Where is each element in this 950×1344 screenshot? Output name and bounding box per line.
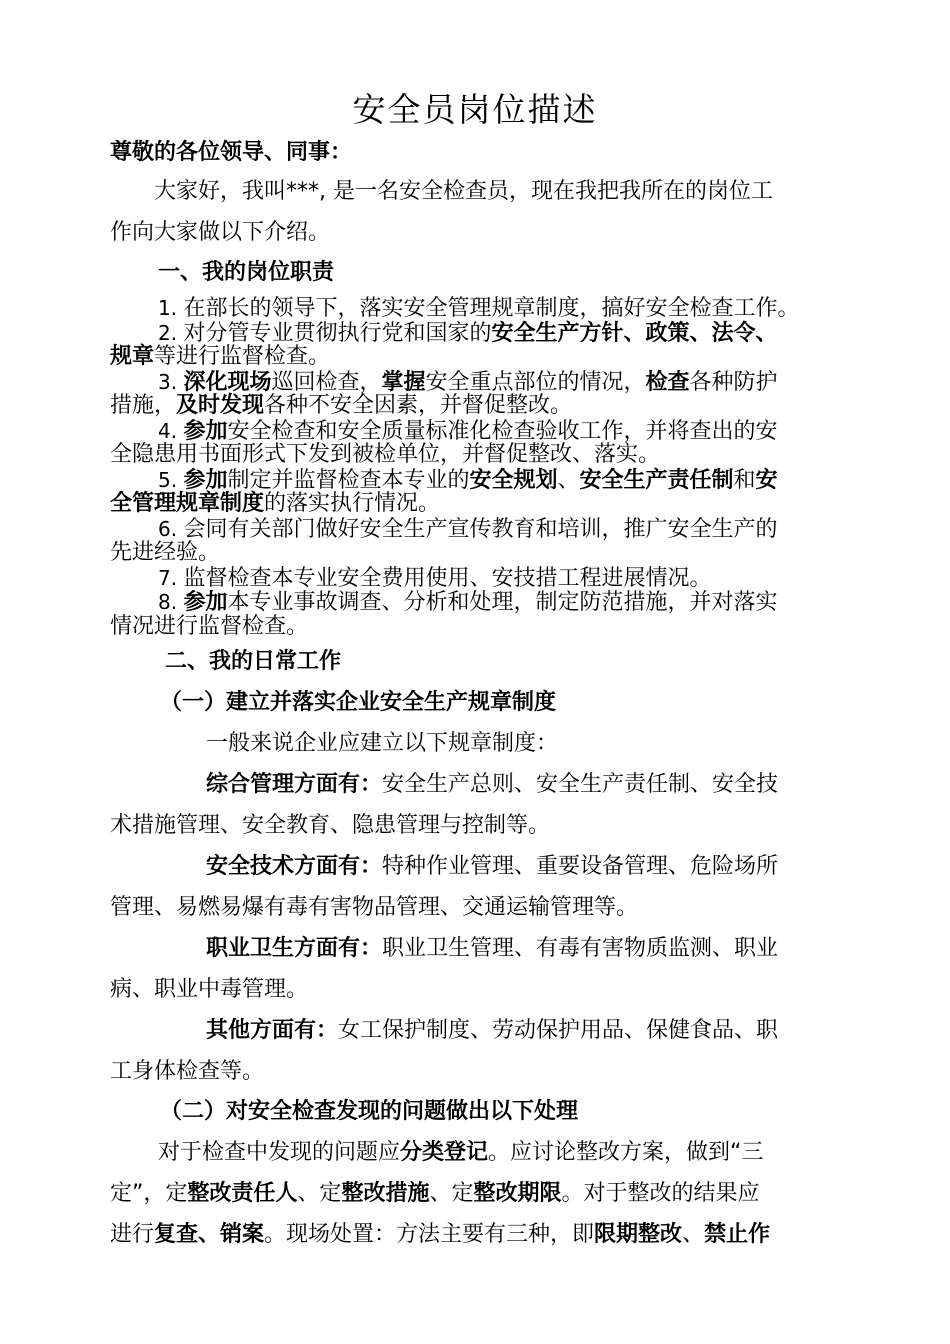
subsection2-heading: （二）对安全检查发现的问题做出以下处理 xyxy=(160,1099,579,1124)
text-run: 、定 xyxy=(297,1181,342,1206)
bold-text: 整改措施 xyxy=(341,1181,430,1206)
regulation-group-line xyxy=(206,764,778,805)
text-run: 会同有关部门做好安全生产宣传教育和培训，推广安全生产的 xyxy=(183,517,778,542)
text-run: 巡回检查， xyxy=(271,370,382,395)
text-run: 。应讨论整改方案，做到“三 xyxy=(488,1140,764,1165)
responsibility-line xyxy=(158,468,778,494)
responsibility-line xyxy=(110,615,308,640)
regulation-group-line xyxy=(206,846,778,887)
bold-text: 安全生产方针、政策、法令、 xyxy=(491,321,778,346)
regulation-group-text: 安全生产总则、安全生产责任制、安全技 xyxy=(382,772,779,797)
text-run: 本专业事故调查、分析和处理，制定防范措施，并对落实 xyxy=(227,590,778,615)
text-run: 措施， xyxy=(110,393,177,418)
intro-line-2: 作向大家做以下介绍。 xyxy=(110,220,331,245)
text-run: 、定 xyxy=(429,1181,474,1206)
regulation-group-text: 女工保护制度、劳动保护用品、保健食品、职 xyxy=(338,1018,779,1043)
text-run: 。对于整改的结果应 xyxy=(561,1181,760,1206)
item-number: 3. xyxy=(158,370,184,394)
responsibility-line xyxy=(158,296,799,322)
bold-text: 参加 xyxy=(183,468,228,493)
bold-text: 限期整改 xyxy=(594,1222,683,1247)
bold-text: 复查、销案 xyxy=(154,1222,265,1247)
text-run: 进行 xyxy=(110,1222,155,1247)
bold-text: 深化现场 xyxy=(183,370,272,395)
text-run: 制定并监督检查本专业的 xyxy=(227,468,470,493)
responsibility-line xyxy=(158,517,777,543)
bold-text: 规章 xyxy=(110,344,155,369)
bold-text: 整改期限 xyxy=(473,1181,562,1206)
item-number: 7. xyxy=(158,566,184,590)
text-run: 各种不安全因素，并督促整改。 xyxy=(264,393,573,418)
regulation-group-continuation: 术措施管理、安全教育、隐患管理与控制等。 xyxy=(110,813,551,838)
text-run: 安全检查和安全质量标准化检查验收工作，并将查出的安 xyxy=(227,419,778,444)
item-number: 8. xyxy=(158,590,184,614)
text-run: 、 xyxy=(557,468,580,493)
text-run: 对于检查中发现的问题应 xyxy=(158,1140,401,1165)
regulation-group-label: 职业卫生方面有： xyxy=(206,936,383,961)
responsibility-line xyxy=(158,590,777,616)
responsibility-line xyxy=(110,394,572,419)
paragraph-line xyxy=(110,1214,770,1255)
regulation-group-text: 职业卫生管理、有毒有害物质监测、职业 xyxy=(382,936,779,961)
text-run: 各种防护 xyxy=(689,370,778,395)
responsibility-line xyxy=(110,492,440,517)
item-number: 4. xyxy=(158,419,184,443)
item-number: 6. xyxy=(158,517,184,541)
regulation-group-continuation: 管理、易燃易爆有毒有害物品管理、交通运输管理等。 xyxy=(110,895,639,920)
regulation-group-label: 其他方面有： xyxy=(206,1018,339,1043)
subsection1-heading: （一）建立并落实企业安全生产规章制度 xyxy=(160,690,557,715)
text-run: 和 xyxy=(733,468,756,493)
text-run: 、 xyxy=(682,1222,705,1247)
regulation-group-line xyxy=(206,928,778,969)
bold-text: 禁止作 xyxy=(704,1222,771,1247)
item-number: 5. xyxy=(158,468,184,492)
text-run: 的落实执行情况。 xyxy=(264,491,441,516)
document-title: 安全员岗位描述 xyxy=(352,90,598,129)
bold-text: 检查 xyxy=(645,370,690,395)
responsibility-line xyxy=(158,419,777,445)
bold-text: 分类登记 xyxy=(400,1140,489,1165)
responsibility-line xyxy=(110,541,220,566)
item-number: 2. xyxy=(158,321,184,345)
bold-text: 安全规划 xyxy=(469,468,558,493)
paragraph-line xyxy=(110,1173,760,1214)
bold-text: 参加 xyxy=(183,590,228,615)
bold-text: 及时发现 xyxy=(176,393,265,418)
responsibility-line xyxy=(158,566,711,592)
responsibility-line xyxy=(110,443,660,468)
regulation-group-label: 安全技术方面有： xyxy=(206,854,383,879)
text-run: 情况进行监督检查。 xyxy=(110,614,309,639)
text-run: 等进行监督检查。 xyxy=(154,344,331,369)
greeting: 尊敬的各位领导、同事： xyxy=(110,140,353,165)
responsibility-line xyxy=(158,321,777,347)
regulation-group-label: 综合管理方面有： xyxy=(206,772,383,797)
regulation-group-continuation: 病、职业中毒管理。 xyxy=(110,977,309,1002)
bold-text: 掌握 xyxy=(381,370,426,395)
bold-text: 整改责任人 xyxy=(187,1181,298,1206)
text-run: 定”，定 xyxy=(110,1181,188,1206)
text-run: 在部长的领导下，落实安全管理规章制度，搞好安全检查工作。 xyxy=(183,296,800,321)
text-run: 安全重点部位的情况， xyxy=(425,370,646,395)
section1-heading: 一、我的岗位职责 xyxy=(158,260,335,285)
item-number: 1. xyxy=(158,296,184,320)
text-run: 全隐患用书面形式下发到被检单位，并督促整改、落实。 xyxy=(110,442,661,467)
bold-text: 安 xyxy=(755,468,778,493)
text-run: 先进经验。 xyxy=(110,540,221,565)
bold-text: 全管理规章制度 xyxy=(110,491,265,516)
regulation-group-continuation: 工身体检查等。 xyxy=(110,1059,265,1084)
bold-text: 安全生产责任制 xyxy=(579,468,734,493)
section2-heading: 二、我的日常工作 xyxy=(165,649,342,674)
paragraph-line xyxy=(158,1132,763,1173)
text-run: 监督检查本专业安全费用使用、安技措工程进展情况。 xyxy=(183,566,712,591)
bold-text: 参加 xyxy=(183,419,228,444)
intro-line-1: 大家好，我叫***, 是一名安全检查员，现在我把我所在的岗位工 xyxy=(154,179,773,204)
text-run: 。现场处置：方法主要有三种，即 xyxy=(264,1222,595,1247)
text-run: 对分管专业贯彻执行党和国家的 xyxy=(183,321,492,346)
regulations-lead: 一般来说企业应建立以下规章制度： xyxy=(206,731,559,756)
responsibility-line xyxy=(110,345,330,370)
responsibility-line xyxy=(158,370,778,396)
regulation-group-text: 特种作业管理、重要设备管理、危险场所 xyxy=(382,854,779,879)
regulation-group-line xyxy=(206,1010,778,1051)
